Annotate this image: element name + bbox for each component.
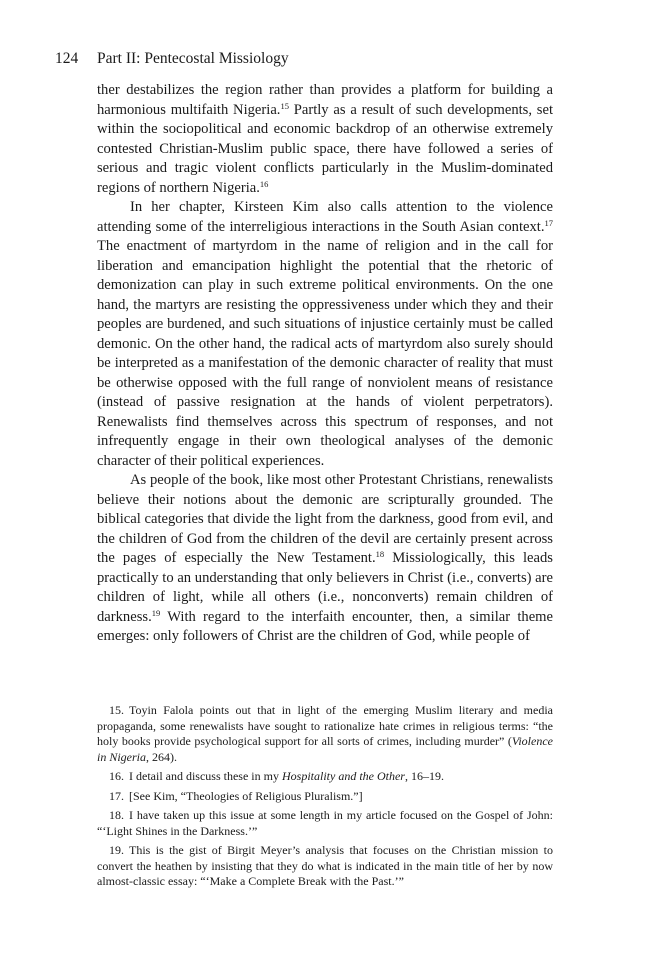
paragraph-2: [97, 198, 553, 471]
book-title: Violence in Nigeria: [97, 734, 553, 764]
footnote-text: I have taken up this issue at some length in my article focused on the Gospel of John: “‘Light Shines in the Darkness.’”: [97, 808, 553, 838]
text-run: Missiologically, this leads practically to an understanding that only believers in Christ (i.e., converts) are children of light, while all others (i.e., nonconverts) remain children of darkness.: [97, 550, 553, 625]
footnote-text: Toyin Falola points out that in light of the emerging Muslim literary and media propaganda, some renewalists have sought to rationalize hate crimes in religious terms: “the holy books provide psychological support for all sorts of crimes, including murder” (: [97, 703, 553, 748]
footnote-ref-19[interactable]: 19: [151, 607, 161, 618]
text-run: The enactment of martyrdom in the name of religion and in the call for liberation and emancipation highlight the potential that the rhetoric of demonization can play in such extreme political environments. On the one hand, the martyrs are resisting the oppressiveness under which they and their peoples are burdened, and such situations of injustice certainly must be called demonic. On the other hand, the radical acts of martyrdom also surely should be interpreted as a manifestation of the demonic character of reality that must be otherwise opposed with the full range of nonviolent means of resistance (instead of passive resignation at the hands of violent perpetrators). Renewalists find themselves across this spectrum of responses, and not infrequently engage in their own theological analyses of the demonic character of their political experiences.: [97, 238, 553, 469]
main-text: [97, 81, 553, 647]
footnote-text: This is the gist of Birgit Meyer’s analysis that focuses on the Christian mission to convert the heathen by insisting that they do what is indicated in the main title of her by now almost-classic essay: “‘Make a Complete Break with the Past.’”: [97, 843, 553, 888]
footnote-15: [97, 703, 553, 765]
running-title: Part II: Pentecostal Missiology: [97, 50, 289, 67]
text-run: As people of the book, like most other Protestant Christians, renewalists believe their notions about the demonic are scripturally grounded. The biblical categories that divide the light from the darkness, good from evil, and the children of God from the children of the devil are certainly present across the pages of especially the New Testament.: [97, 472, 553, 566]
footnote-ref-16[interactable]: 16: [259, 178, 269, 189]
footnote-text: I detail and discuss these in my: [129, 769, 282, 783]
footnote-16: [97, 769, 553, 785]
footnotes: [97, 703, 553, 894]
footnote-ref-18[interactable]: 18: [375, 549, 385, 559]
paragraph-3: [97, 471, 553, 647]
footnote-number: 17.: [109, 788, 124, 803]
text-run: In her chapter, Kirsteen Kim also calls attention to the violence attending some of the interreligious interactions in the South Asian context.: [97, 199, 553, 235]
footnote-ref-15[interactable]: 15: [280, 100, 289, 111]
footnote-text: , 264).: [146, 749, 178, 764]
footnote-text: [See Kim, “Theologies of Religious Pluralism.”]: [129, 788, 363, 803]
footnote-number: 19.: [109, 843, 124, 857]
footnote-18: [97, 808, 553, 839]
footnote-number: 15.: [109, 703, 124, 717]
text-run: With regard to the interfaith encounter, then, a similar theme emerges: only followers of Christ are the children of God, while people of: [97, 608, 553, 644]
footnote-19: [97, 843, 553, 890]
running-header: [55, 50, 289, 68]
footnote-number: 18.: [109, 808, 124, 822]
text-run: Partly as a result of such developments, set within the sociopolitical and economic backdrop of an otherwise extremely contested Christian-Muslim public space, there have followed a series of serious and tragic violent conflicts particularly in the Muslim-dominated regions of northern Nigeria.: [97, 101, 553, 196]
footnote-number: 16.: [109, 769, 124, 783]
footnote-text: , 16–19.: [404, 769, 444, 783]
footnote-17: [97, 789, 553, 805]
page-number: 124: [55, 50, 79, 67]
paragraph-1: [97, 81, 553, 198]
book-title: Hospitality and the Other: [281, 769, 405, 783]
text-run: ther destabilizes the region rather than provides a platform for building a harmonious multifaith Nigeria.: [97, 82, 553, 118]
footnote-ref-17[interactable]: 17: [544, 217, 553, 228]
